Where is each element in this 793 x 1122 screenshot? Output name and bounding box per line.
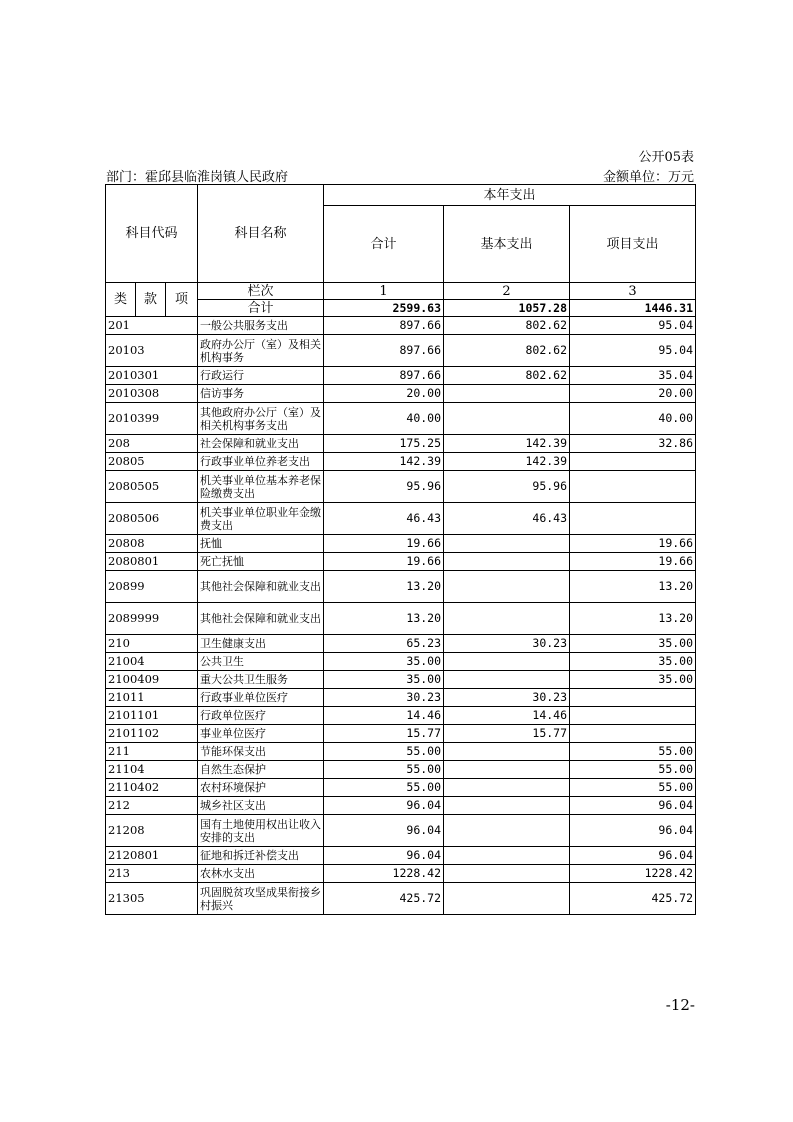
table-row xyxy=(106,797,696,815)
project-cell: 40.00 xyxy=(570,403,696,435)
total-cell: 55.00 xyxy=(324,761,444,779)
project-cell: 13.20 xyxy=(570,603,696,635)
subject-code-cell: 2110402 xyxy=(106,779,198,797)
project-cell: 35.00 xyxy=(570,671,696,689)
table-row xyxy=(106,403,696,435)
subject-name-cell: 行政运行 xyxy=(198,367,324,385)
basic-cell xyxy=(444,883,570,915)
col-header-project: 项目支出 xyxy=(570,206,696,283)
subject-name-cell: 卫生健康支出 xyxy=(198,635,324,653)
project-cell: 95.04 xyxy=(570,317,696,335)
subject-name-cell: 其他政府办公厅（室）及相关机构事务支出 xyxy=(198,403,324,435)
total-cell: 13.20 xyxy=(324,603,444,635)
page-number: -12- xyxy=(665,996,695,1014)
basic-cell: 30.23 xyxy=(444,689,570,707)
table-row xyxy=(106,435,696,453)
col-header-xiang: 项 xyxy=(166,283,198,317)
total-cell: 175.25 xyxy=(324,435,444,453)
col-header-lei: 类 xyxy=(106,283,136,317)
total-cell: 96.04 xyxy=(324,797,444,815)
project-cell: 35.00 xyxy=(570,635,696,653)
subject-name-cell: 一般公共服务支出 xyxy=(198,317,324,335)
subject-code-cell: 2080506 xyxy=(106,503,198,535)
col-header-subject-code: 科目代码 xyxy=(106,185,198,283)
table-row xyxy=(106,725,696,743)
lanci-3: 3 xyxy=(570,283,696,300)
table-row xyxy=(106,503,696,535)
subject-name-cell: 其他社会保障和就业支出 xyxy=(198,603,324,635)
subject-code-cell: 201 xyxy=(106,317,198,335)
col-header-total: 合计 xyxy=(324,206,444,283)
total-cell: 142.39 xyxy=(324,453,444,471)
table-row xyxy=(106,471,696,503)
total-cell: 14.46 xyxy=(324,707,444,725)
basic-cell: 802.62 xyxy=(444,317,570,335)
project-cell xyxy=(570,471,696,503)
subject-code-cell: 2089999 xyxy=(106,603,198,635)
project-cell xyxy=(570,503,696,535)
expenditure-table xyxy=(105,184,696,915)
project-cell: 55.00 xyxy=(570,743,696,761)
subject-code-cell: 2101101 xyxy=(106,707,198,725)
basic-cell xyxy=(444,653,570,671)
total-cell: 15.77 xyxy=(324,725,444,743)
project-cell xyxy=(570,707,696,725)
subject-name-cell: 农村环境保护 xyxy=(198,779,324,797)
project-cell: 55.00 xyxy=(570,761,696,779)
total-cell: 30.23 xyxy=(324,689,444,707)
form-number: 公开05表 xyxy=(638,150,694,165)
basic-cell xyxy=(444,815,570,847)
subject-name-cell: 自然生态保护 xyxy=(198,761,324,779)
total-cell: 19.66 xyxy=(324,553,444,571)
subject-name-cell: 其他社会保障和就业支出 xyxy=(198,571,324,603)
project-cell: 55.00 xyxy=(570,779,696,797)
basic-cell xyxy=(444,847,570,865)
subject-name-cell: 征地和拆迁补偿支出 xyxy=(198,847,324,865)
subject-code-cell: 211 xyxy=(106,743,198,761)
total-cell: 40.00 xyxy=(324,403,444,435)
basic-cell: 30.23 xyxy=(444,635,570,653)
table-row xyxy=(106,707,696,725)
table-row xyxy=(106,671,696,689)
table-row xyxy=(106,779,696,797)
table-row xyxy=(106,367,696,385)
subject-code-cell: 212 xyxy=(106,797,198,815)
col-header-basic: 基本支出 xyxy=(444,206,570,283)
basic-cell xyxy=(444,553,570,571)
project-cell xyxy=(570,725,696,743)
total-cell: 35.00 xyxy=(324,671,444,689)
subject-code-cell: 208 xyxy=(106,435,198,453)
table-row xyxy=(106,553,696,571)
project-cell: 19.66 xyxy=(570,535,696,553)
table-row xyxy=(106,865,696,883)
lanci-1: 1 xyxy=(324,283,444,300)
table-row xyxy=(106,653,696,671)
table-row xyxy=(106,453,696,471)
basic-cell xyxy=(444,743,570,761)
subject-name-cell: 国有土地使用权出让收入安排的支出 xyxy=(198,815,324,847)
subject-code-cell: 2080505 xyxy=(106,471,198,503)
subject-name-cell: 社会保障和就业支出 xyxy=(198,435,324,453)
col-header-kuan: 款 xyxy=(136,283,166,317)
total-cell: 55.00 xyxy=(324,743,444,761)
project-cell xyxy=(570,689,696,707)
total-cell: 1228.42 xyxy=(324,865,444,883)
subject-name-cell: 信访事务 xyxy=(198,385,324,403)
project-cell: 96.04 xyxy=(570,815,696,847)
subject-code-cell: 21305 xyxy=(106,883,198,915)
col-header-year-expenditure: 本年支出 xyxy=(324,185,696,206)
total-cell: 95.96 xyxy=(324,471,444,503)
table-row xyxy=(106,317,696,335)
subject-name-cell: 死亡抚恤 xyxy=(198,553,324,571)
basic-cell xyxy=(444,603,570,635)
total-cell: 65.23 xyxy=(324,635,444,653)
subject-code-cell: 2010308 xyxy=(106,385,198,403)
subject-name-cell: 事业单位医疗 xyxy=(198,725,324,743)
project-cell: 13.20 xyxy=(570,571,696,603)
subject-name-cell: 公共卫生 xyxy=(198,653,324,671)
subject-code-cell: 2010399 xyxy=(106,403,198,435)
basic-cell: 95.96 xyxy=(444,471,570,503)
total-cell: 96.04 xyxy=(324,847,444,865)
project-cell xyxy=(570,453,696,471)
subject-name-cell: 机关事业单位基本养老保险缴费支出 xyxy=(198,471,324,503)
basic-cell xyxy=(444,865,570,883)
subject-code-cell: 2120801 xyxy=(106,847,198,865)
subject-name-cell: 机关事业单位职业年金缴费支出 xyxy=(198,503,324,535)
project-cell: 95.04 xyxy=(570,335,696,367)
basic-cell xyxy=(444,403,570,435)
basic-cell xyxy=(444,535,570,553)
basic-cell: 802.62 xyxy=(444,367,570,385)
basic-cell xyxy=(444,797,570,815)
basic-cell xyxy=(444,571,570,603)
subject-name-cell: 行政事业单位养老支出 xyxy=(198,453,324,471)
table-row xyxy=(106,385,696,403)
lanci-2: 2 xyxy=(444,283,570,300)
basic-cell: 142.39 xyxy=(444,453,570,471)
project-cell: 19.66 xyxy=(570,553,696,571)
subject-code-cell: 213 xyxy=(106,865,198,883)
col-header-subject-name: 科目名称 xyxy=(198,185,324,283)
basic-cell: 14.46 xyxy=(444,707,570,725)
total-row-label: 合计 xyxy=(198,300,324,317)
total-cell: 20.00 xyxy=(324,385,444,403)
project-cell: 96.04 xyxy=(570,847,696,865)
basic-cell: 46.43 xyxy=(444,503,570,535)
amount-unit-label: 金额单位：万元 xyxy=(602,170,694,185)
table-row xyxy=(106,883,696,915)
table-row xyxy=(106,847,696,865)
project-cell: 32.86 xyxy=(570,435,696,453)
subject-name-cell: 行政事业单位医疗 xyxy=(198,689,324,707)
basic-cell xyxy=(444,671,570,689)
project-cell: 425.72 xyxy=(570,883,696,915)
subject-code-cell: 20805 xyxy=(106,453,198,471)
table-row xyxy=(106,603,696,635)
project-cell: 35.04 xyxy=(570,367,696,385)
subject-name-cell: 重大公共卫生服务 xyxy=(198,671,324,689)
basic-cell xyxy=(444,385,570,403)
subject-name-cell: 行政单位医疗 xyxy=(198,707,324,725)
subject-name-cell: 节能环保支出 xyxy=(198,743,324,761)
total-all-cell: 2599.63 xyxy=(324,300,444,317)
project-cell: 1228.42 xyxy=(570,865,696,883)
subject-code-cell: 21004 xyxy=(106,653,198,671)
subject-code-cell: 21104 xyxy=(106,761,198,779)
subject-code-cell: 21208 xyxy=(106,815,198,847)
subject-code-cell: 2101102 xyxy=(106,725,198,743)
basic-cell: 802.62 xyxy=(444,335,570,367)
table-row xyxy=(106,743,696,761)
project-cell: 35.00 xyxy=(570,653,696,671)
subject-name-cell: 巩固脱贫攻坚成果衔接乡村振兴 xyxy=(198,883,324,915)
project-cell: 96.04 xyxy=(570,797,696,815)
subject-name-cell: 抚恤 xyxy=(198,535,324,553)
table-row xyxy=(106,571,696,603)
basic-cell: 142.39 xyxy=(444,435,570,453)
subject-code-cell: 21011 xyxy=(106,689,198,707)
total-cell: 13.20 xyxy=(324,571,444,603)
basic-cell xyxy=(444,779,570,797)
total-project-cell: 1446.31 xyxy=(570,300,696,317)
table-row xyxy=(106,635,696,653)
total-cell: 46.43 xyxy=(324,503,444,535)
project-cell: 20.00 xyxy=(570,385,696,403)
table-row xyxy=(106,815,696,847)
subject-name-cell: 城乡社区支出 xyxy=(198,797,324,815)
subject-code-cell: 2100409 xyxy=(106,671,198,689)
total-cell: 425.72 xyxy=(324,883,444,915)
total-cell: 897.66 xyxy=(324,367,444,385)
department-label: 部门：霍邱县临淮岗镇人民政府 xyxy=(106,170,289,185)
subject-code-cell: 20899 xyxy=(106,571,198,603)
basic-cell: 15.77 xyxy=(444,725,570,743)
table-row xyxy=(106,689,696,707)
total-cell: 19.66 xyxy=(324,535,444,553)
subject-name-cell: 农林水支出 xyxy=(198,865,324,883)
subject-name-cell: 政府办公厅（室）及相关机构事务 xyxy=(198,335,324,367)
table-row xyxy=(106,761,696,779)
subject-code-cell: 20808 xyxy=(106,535,198,553)
subject-code-cell: 210 xyxy=(106,635,198,653)
total-cell: 55.00 xyxy=(324,779,444,797)
subject-code-cell: 2010301 xyxy=(106,367,198,385)
table-row xyxy=(106,335,696,367)
total-basic-cell: 1057.28 xyxy=(444,300,570,317)
subject-code-cell: 20103 xyxy=(106,335,198,367)
total-cell: 897.66 xyxy=(324,335,444,367)
total-cell: 897.66 xyxy=(324,317,444,335)
table-row xyxy=(106,535,696,553)
total-cell: 96.04 xyxy=(324,815,444,847)
basic-cell xyxy=(444,761,570,779)
lanci-label: 栏次 xyxy=(198,283,324,300)
total-cell: 35.00 xyxy=(324,653,444,671)
subject-code-cell: 2080801 xyxy=(106,553,198,571)
